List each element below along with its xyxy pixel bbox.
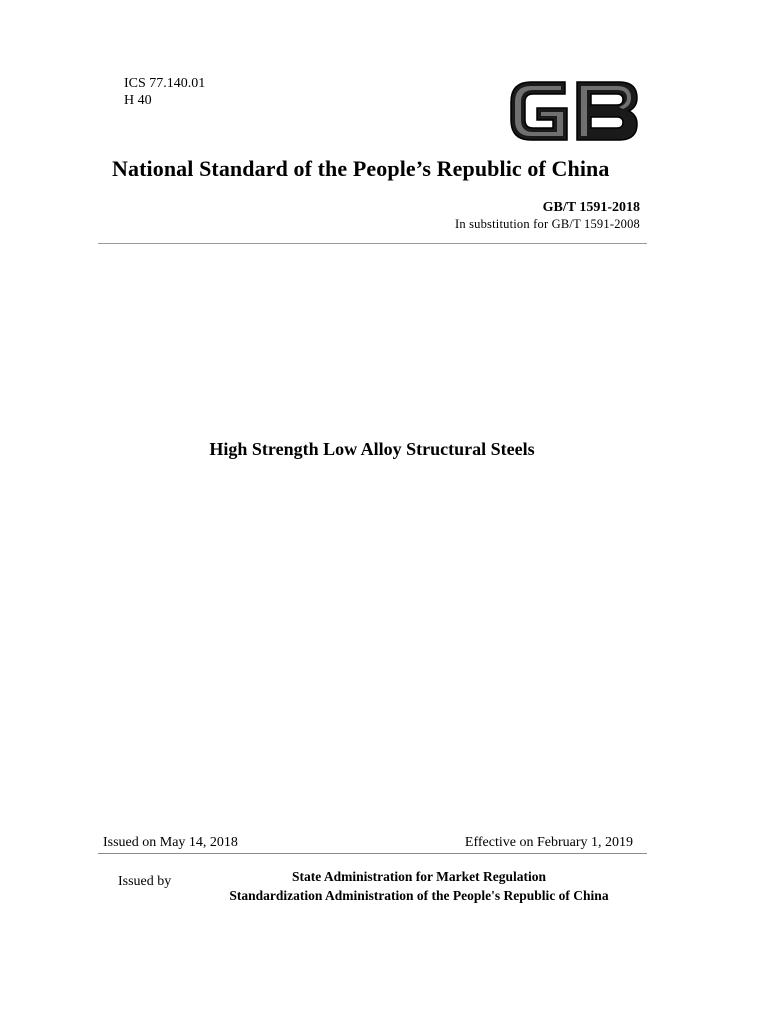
document-title: High Strength Low Alloy Structural Steels: [209, 439, 535, 459]
issued-by-label: Issued by: [118, 874, 172, 889]
ccs-code: H 40: [124, 93, 152, 108]
substitution-note: In substitution for GB/T 1591-2008: [454, 217, 640, 231]
classification-codes: [124, 75, 205, 109]
issued-on-date: Issued on May 14, 2018: [103, 835, 238, 850]
gb-logo-icon: [507, 78, 641, 144]
standard-identifier: [455, 199, 640, 232]
footer-divider: [98, 853, 647, 854]
header-divider: [98, 243, 647, 244]
issuer-standardization-administration: Standardization Administration of the People's Republic of China: [229, 888, 609, 903]
issuing-authorities: [200, 867, 638, 905]
national-standard-title: National Standard of the People’s Republic of China: [112, 156, 610, 181]
ics-code: ICS 77.140.01: [124, 76, 206, 91]
issuer-market-regulation: State Administration for Market Regulation: [292, 869, 546, 884]
effective-on-date: Effective on February 1, 2019: [464, 835, 633, 850]
standard-number: GB/T 1591-2018: [542, 200, 640, 215]
